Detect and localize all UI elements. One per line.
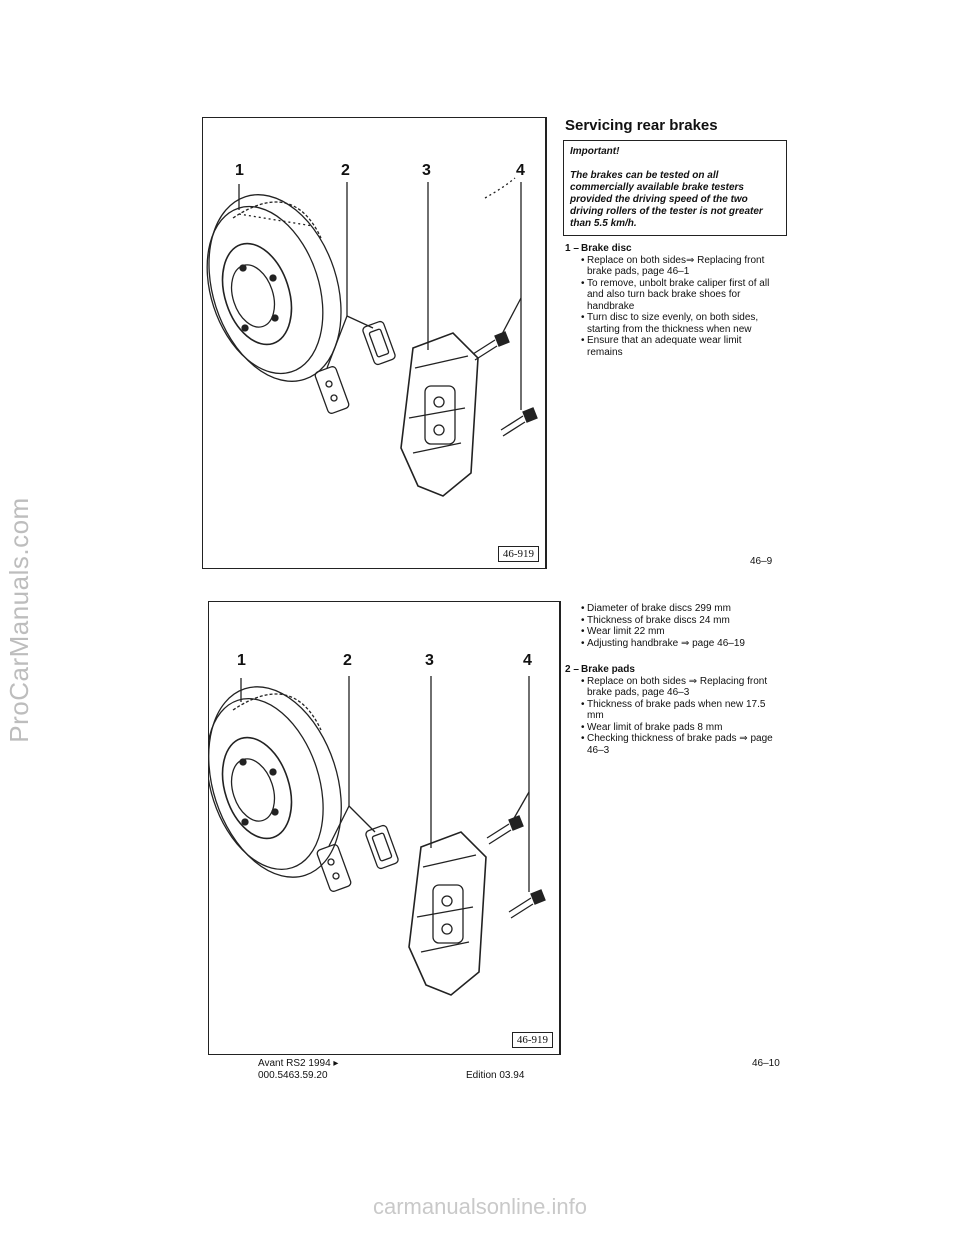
item-number: 2 – [565,664,579,675]
list-item: • Wear limit 22 mm [581,626,780,638]
item-brake-pads [565,664,780,756]
list-item: • Diameter of brake discs 299 mm [581,603,780,615]
callout-2: 2 [341,162,350,179]
figure-rear-brake-bottom [208,601,561,1055]
callout-4: 4 [523,652,532,669]
item-title: Brake disc [581,243,632,254]
important-notice [563,140,787,236]
footer-edition: Edition 03.94 [466,1070,525,1081]
item-heading [565,664,780,676]
callout-2: 2 [343,652,352,669]
figure-tag: 46-919 [512,1032,553,1048]
exploded-view-drawing [209,602,559,1054]
list-item: • Turn disc to size evenly, on both sides, starting from the thickness when new [581,312,775,335]
page-number: 46–9 [750,556,773,567]
footer-code: 000.5463.59.20 [258,1070,328,1081]
list-item: • Wear limit of brake pads 8 mm [581,722,780,734]
item-brake-disc [565,243,775,358]
list-item: • Adjusting handbrake ⇒ page 46–19 [581,638,780,650]
callout-1: 1 [237,652,246,669]
callout-4: 4 [516,162,525,179]
section-title: Servicing rear brakes [565,117,718,134]
figure-tag: 46-919 [498,546,539,562]
callout-3: 3 [422,162,431,179]
callout-1: 1 [235,162,244,179]
figure-rear-brake-top [202,117,547,569]
callout-3: 3 [425,652,434,669]
document-footer [258,1058,338,1082]
list-item: • Checking thickness of brake pads ⇒ page 46–3 [581,733,780,756]
bottom-watermark: carmanualsonline.info [372,1194,588,1219]
list-item: • Ensure that an adequate wear limit remains [581,335,775,358]
list-item: • Replace on both sides ⇒ Replacing front brake pads, page 46–3 [581,676,780,699]
item-brake-disc-continued [565,603,780,649]
page-number: 46–10 [752,1058,780,1069]
side-watermark-text: ProCarManuals.com [4,497,34,743]
list-item: • Replace on both sides⇒ Replacing front brake pads, page 46–1 [581,255,775,278]
item-number: 1 – [565,243,579,254]
notice-body: The brakes can be tested on all commercially available brake testers provided the driving speed of the two driving rollers of the tester is not greater than 5.5 km/h. [570,170,763,229]
list-item: • To remove, unbolt brake caliper first of all and also turn back brake shoes for handbrake [581,278,775,313]
list-item: • Thickness of brake pads when new 17.5 mm [581,699,780,722]
footer-model: Avant RS2 1994 ▸ [258,1058,339,1069]
list-item: • Thickness of brake discs 24 mm [581,615,780,627]
exploded-view-drawing [203,118,545,568]
item-title: Brake pads [581,664,635,675]
item-heading [565,243,775,255]
notice-heading: Important! [570,146,620,157]
